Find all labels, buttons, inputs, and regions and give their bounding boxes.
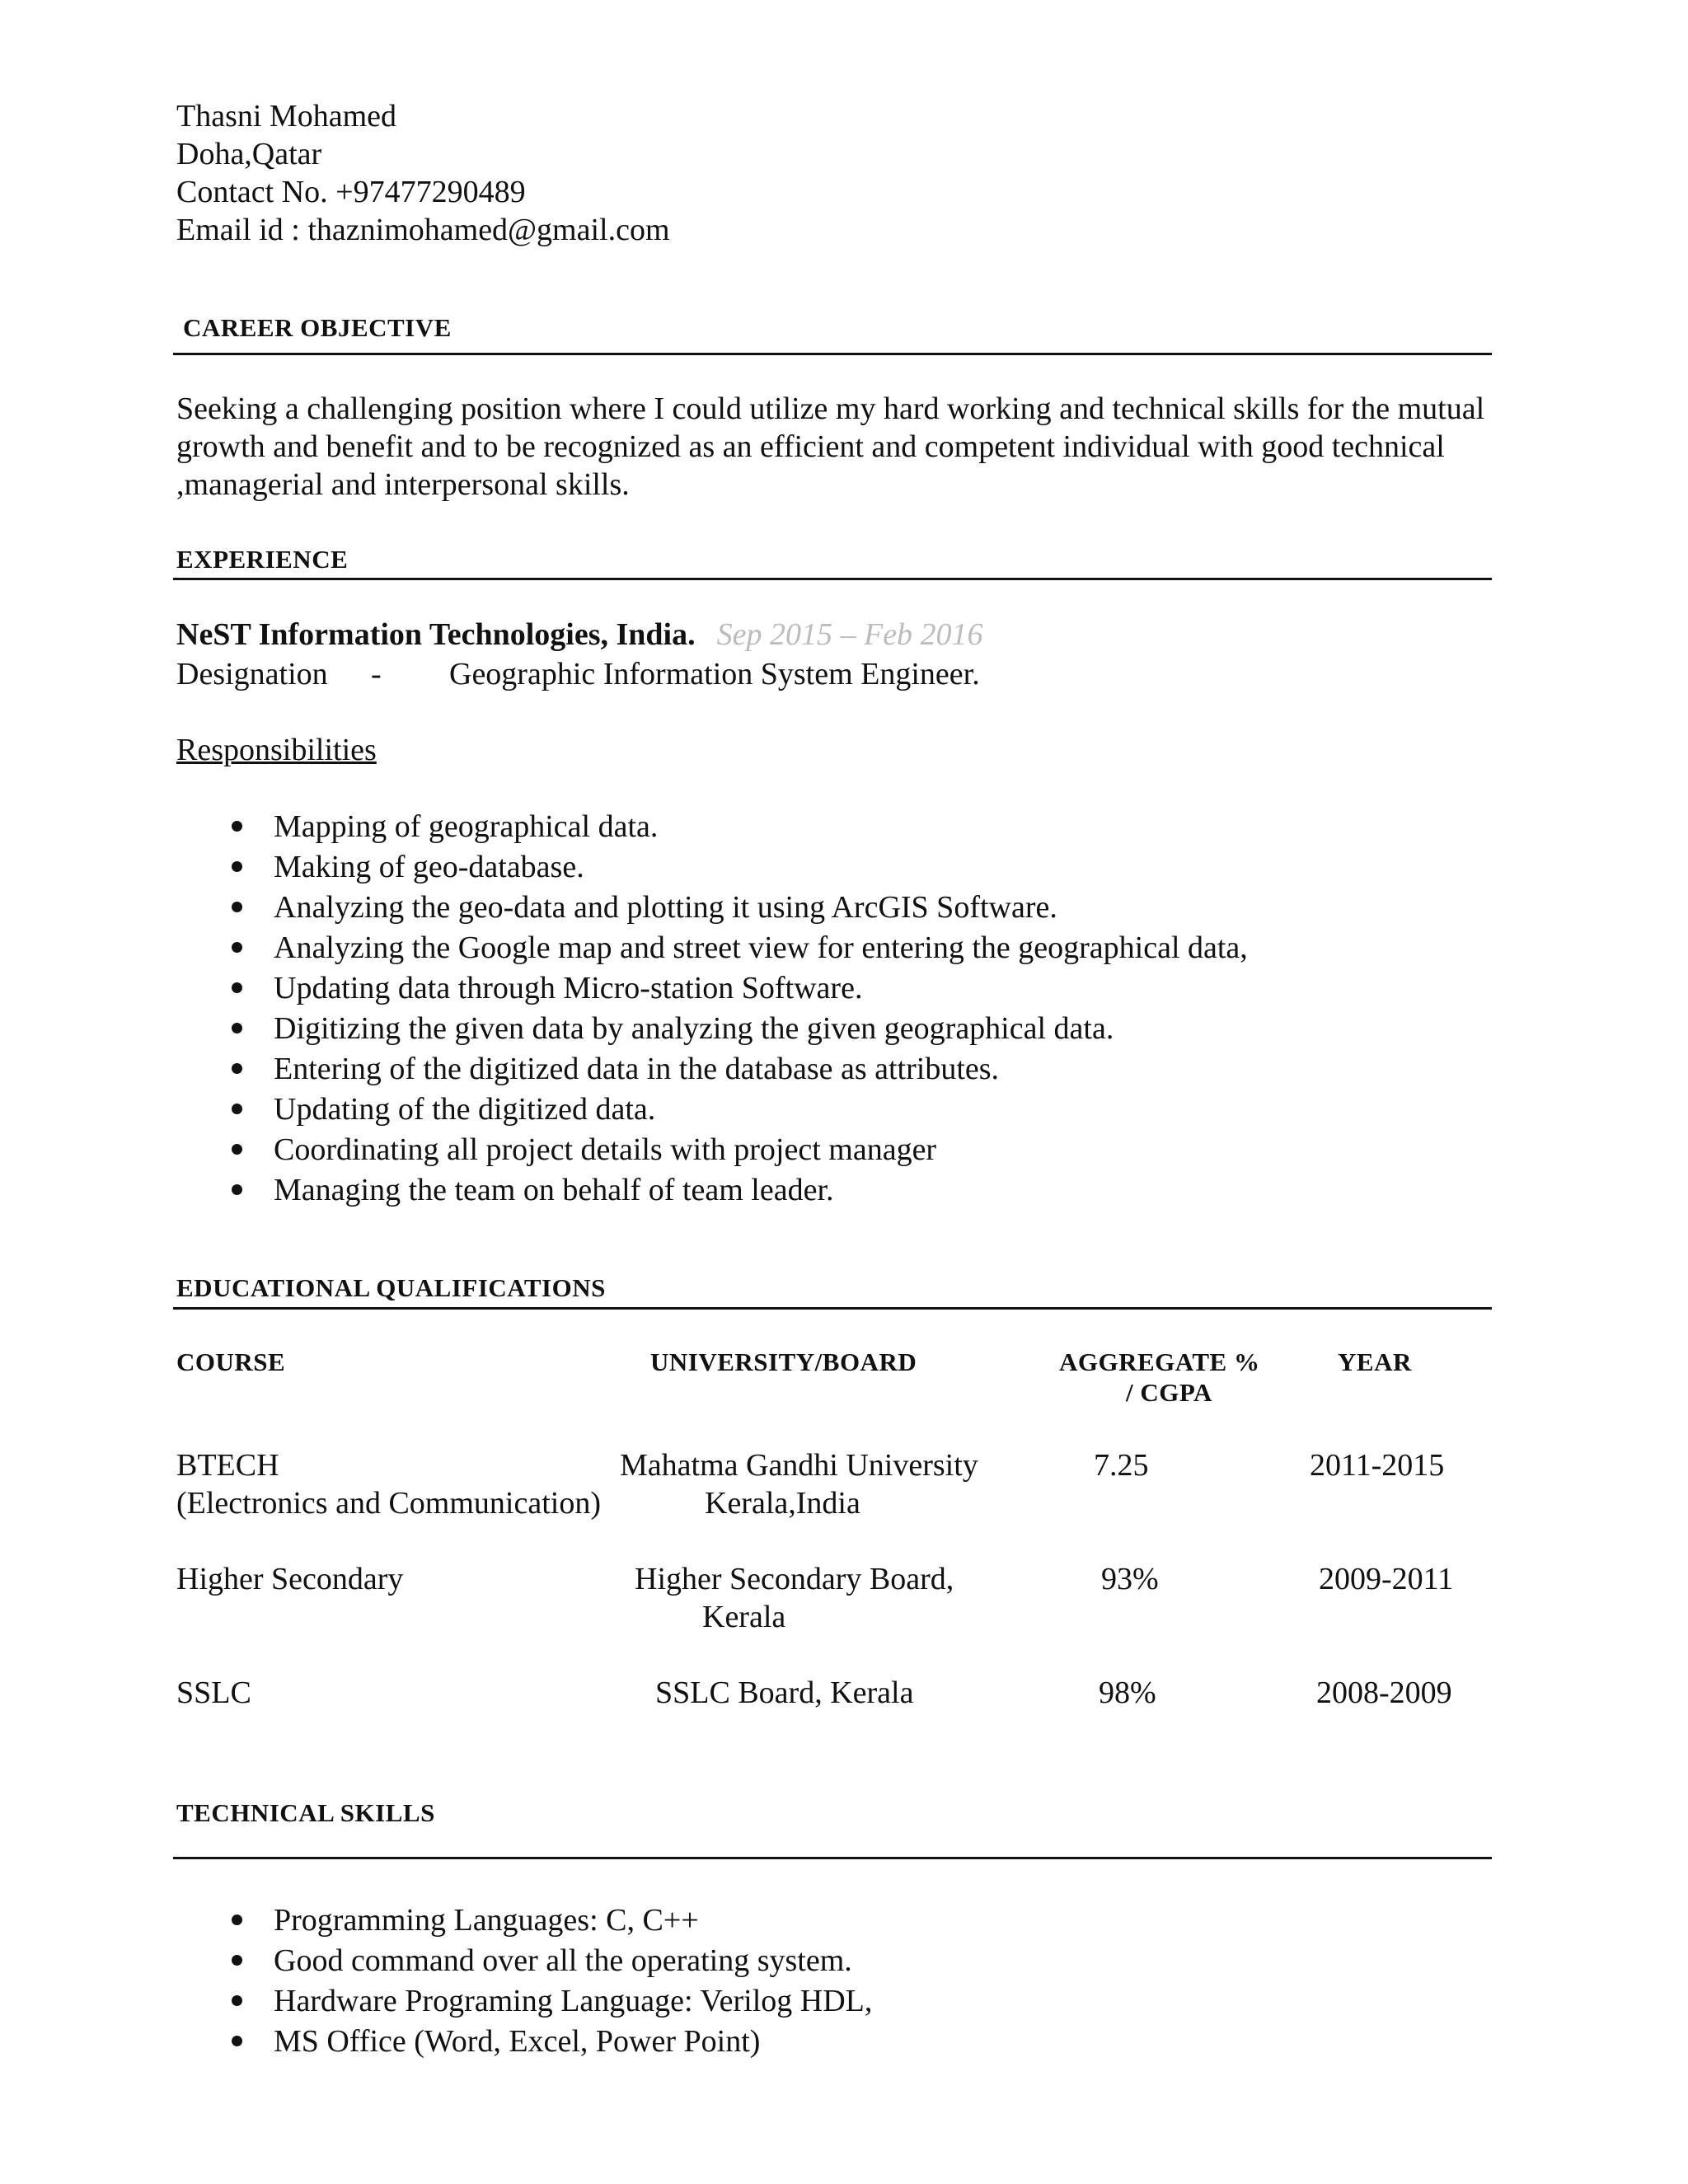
table-cell-university-detail: Kerala xyxy=(702,1600,786,1634)
section-divider xyxy=(173,1307,1492,1310)
list-item: MS Office (Word, Excel, Power Point) xyxy=(176,2022,872,2063)
table-cell-university: SSLC Board, Kerala xyxy=(655,1675,914,1710)
career-objective-heading: CAREER OBJECTIVE xyxy=(183,313,452,342)
column-header-cgpa: / CGPA xyxy=(1126,1378,1212,1407)
list-item: Programming Languages: C, C++ xyxy=(176,1901,872,1942)
designation-value: Geographic Information System Engineer. xyxy=(449,657,980,691)
table-cell-year: 2008-2009 xyxy=(1316,1675,1452,1710)
list-item: Digitizing the given data by analyzing the given geographical data. xyxy=(176,1010,1248,1050)
list-item: Updating of the digitized data. xyxy=(176,1090,1248,1131)
candidate-name: Thasni Mohamed xyxy=(176,99,397,134)
table-cell-aggregate: 93% xyxy=(1101,1562,1159,1596)
candidate-email: Email id : thaznimohamed@gmail.com xyxy=(176,213,670,247)
table-cell-university: Mahatma Gandhi University xyxy=(620,1448,978,1483)
list-item: Analyzing the Google map and street view for entering the geographical data, xyxy=(176,929,1248,969)
list-item: Entering of the digitized data in the database as attributes. xyxy=(176,1050,1248,1090)
technical-skills-heading: TECHNICAL SKILLS xyxy=(176,1798,435,1827)
responsibilities-heading: Responsibilities xyxy=(176,733,377,767)
candidate-location: Doha,Qatar xyxy=(176,137,322,171)
table-cell-year: 2011-2015 xyxy=(1310,1448,1445,1483)
column-header-aggregate: AGGREGATE % xyxy=(1059,1347,1260,1376)
list-item: Mapping of geographical data. xyxy=(176,808,1248,848)
table-cell-aggregate: 98% xyxy=(1099,1675,1156,1710)
table-cell-course: Higher Secondary xyxy=(176,1562,404,1596)
section-divider xyxy=(173,353,1492,355)
column-header-university: UNIVERSITY/BOARD xyxy=(650,1347,917,1376)
section-divider xyxy=(173,1857,1492,1859)
experience-heading: EXPERIENCE xyxy=(176,545,349,574)
section-divider xyxy=(173,578,1492,580)
column-header-course: COURSE xyxy=(176,1347,286,1376)
table-cell-course: BTECH xyxy=(176,1448,279,1483)
list-item: Analyzing the geo-data and plotting it using ArcGIS Software. xyxy=(176,888,1248,929)
list-item: Making of geo-database. xyxy=(176,848,1248,888)
list-item: Coordinating all project details with project manager xyxy=(176,1131,1248,1171)
list-item: Hardware Programing Language: Verilog HDL, xyxy=(176,1982,872,2022)
education-heading: EDUCATIONAL QUALIFICATIONS xyxy=(176,1273,606,1302)
career-objective-text: Seeking a challenging position where I could utilize my hard working and technical skills for the mutual growth and benefit and to be recognized as an efficient and competent individual with good technical ,managerial and interpersonal skills. xyxy=(176,391,1485,502)
company-name: NeST Information Technologies, India. xyxy=(176,617,696,652)
table-cell-aggregate: 7.25 xyxy=(1094,1448,1149,1483)
table-cell-course: SSLC xyxy=(176,1675,251,1710)
table-cell-university-detail: Kerala,India xyxy=(705,1486,860,1521)
table-cell-university: Higher Secondary Board, xyxy=(635,1562,954,1596)
designation-label: Designation xyxy=(176,657,328,691)
designation-separator: - xyxy=(371,657,382,691)
table-cell-year: 2009-2011 xyxy=(1319,1562,1454,1596)
experience-entry-header xyxy=(176,616,983,653)
list-item: Updating data through Micro-station Software. xyxy=(176,969,1248,1010)
list-item: Good command over all the operating system. xyxy=(176,1942,872,1982)
technical-skills-list xyxy=(176,1901,872,2063)
table-cell-course-detail: (Electronics and Communication) xyxy=(176,1486,601,1521)
column-header-year: YEAR xyxy=(1338,1347,1412,1376)
responsibilities-list xyxy=(176,808,1248,1212)
employment-dates: Sep 2015 – Feb 2016 xyxy=(716,617,983,652)
list-item: Managing the team on behalf of team leader. xyxy=(176,1171,1248,1212)
candidate-phone: Contact No. +97477290489 xyxy=(176,175,526,209)
